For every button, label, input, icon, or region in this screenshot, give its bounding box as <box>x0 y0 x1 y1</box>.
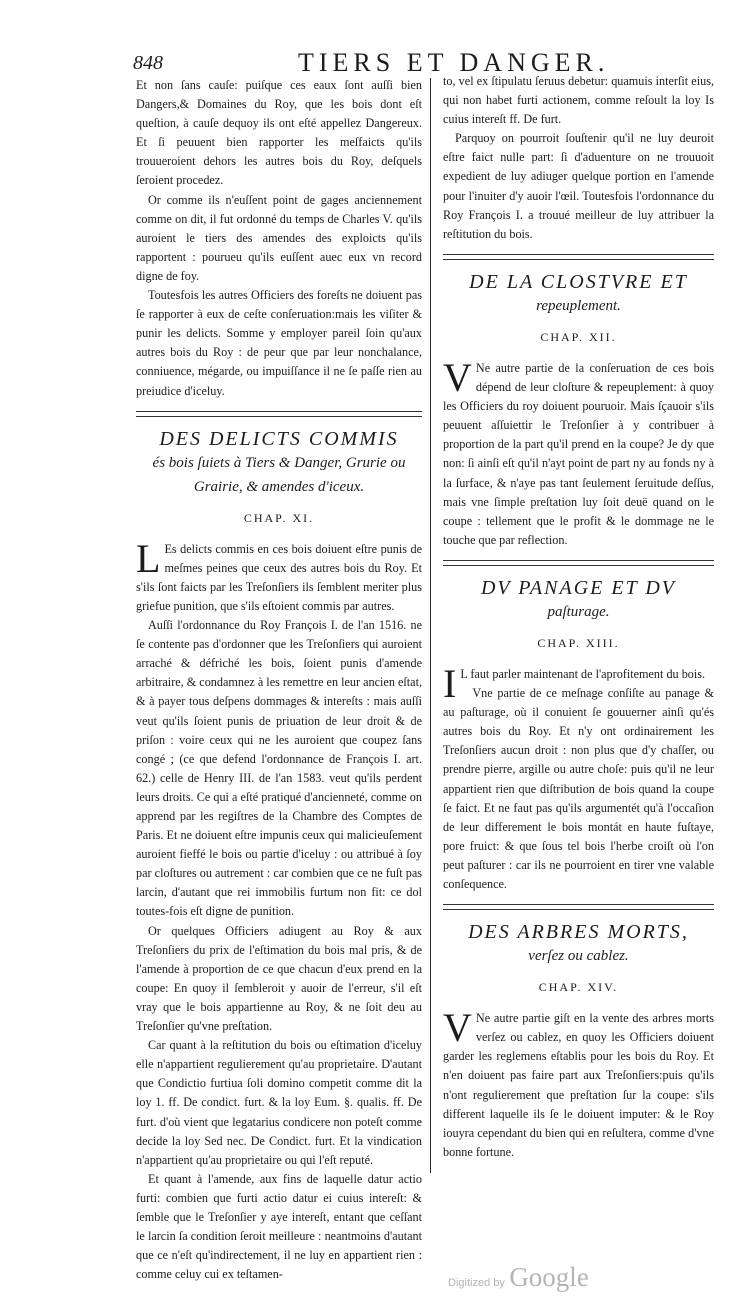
section-title: DE LA CLOSTVRE ET <box>469 270 688 293</box>
section-heading <box>443 270 714 318</box>
section-subtitle: verſez ou cablez. <box>528 948 629 965</box>
paragraph: Auſſi l'ordonnance du Roy François I. de l'an 1516. ne ſe contente pas d'ordonner que les Treſonſiers qui auroient arraché & défriché les bois, ſoient punis d'amende arbitraire, & condamnez à les remettre en leur ancien eſtat, & à payer tous deſpens dommages & intereſts : mais auſſi veut qu'ils ſoient punis de priuation de leur droit & de priſon : voire ceux qui ne les auroient que coupez ſans congé ; (ce que defend l'ordonnance de François I. art. 62.) celle de Henry III. de l'an 1583. veut qu'ils perdent leurs droits. Ce qui a eſté pratiqué d'ancienneté, comme on apprend par les regiſtres de la Chambre des Comptes de Paris. Et ne doiuent eſtre impunis ceux qui malicieuſement auroient fieffé le bois ou partie d'iceluy : ou attribué à ſoy par cloſtures ou autrement : car combien que ce ne fuſt pas larcin, d'autant que rei immobilis furtum non fit: ce dol toutes-fois eſt digne de punition. <box>136 618 422 919</box>
right-column <box>443 72 714 1162</box>
section-heading <box>443 576 714 624</box>
paragraph: Parquoy on pourroit ſouſtenir qu'il ne luy deuroit eſtre faict nulle part: ſi d'aduenture on ne trouuoit expedient de luy adiuger quelque portion en l'amende pour l'inuiter d'y auoir l'œil. Toutesfois l'ordonnance du Roy François I. a trouué meilleur de luy attribuer la reſtitution du bois. <box>443 131 714 241</box>
section-title: DES ARBRES MORTS, <box>468 921 689 944</box>
section-title: DES DELICTS COMMIS <box>159 427 399 450</box>
section-subtitle: és bois ſuiets à Tiers & Danger, Grurie ou Grairie, & amendes d'iceux. <box>152 454 406 495</box>
section-rule <box>136 411 422 417</box>
google-logo: Google <box>509 1262 589 1292</box>
section-rule <box>443 904 714 910</box>
left-column <box>136 76 422 1284</box>
chapter-label: CHAP. XI. <box>243 510 315 525</box>
paragraph: Vne partie de ce meſnage conſiſte au panage & au paſturage, où il conuient ſe gouuerner ainſi qu'és autres bois du Roy. Et n'y ont ordinairement les Treſonſiers aucun droit : non plus que d'y chaſſer, ou prendre pierre, argille ou autre choſe: puis qu'il ne leur appartient rien que diſtribution de bois quand la coupe ſe faict. Et ne faut pas qu'ils argumentét qu'à l'occaſion de leur differement le bois montát en haute fuſtaye, pore fruict: & que ſous tel bois l'herbe croiſt où l'on peut paſturer : car ils ne pourroient en tirer vne valable conſequence. <box>443 686 714 891</box>
drop-cap: I <box>443 660 457 706</box>
paragraph: Ne autre partie giſt en la vente des arbres morts verſez ou cablez, en quoy les Officiers doiuent garder les reglemens eſtablis pour les bois du Roy. Et n'en doiuent pas faire part aux Treſonſiers:puis qu'ils n'ont regulierement que preſtation ſur la coupe: s'ils different laquelle ils ſe le doiuent imputer: & le Roy iouyra cependant du bien qui en reſultera, comme d'vne bonne fortune. <box>443 1011 714 1159</box>
drop-cap: V <box>443 354 472 400</box>
paragraph: Ne autre partie de la conſeruation de ces bois dépend de leur cloſture & repeuplement: à quoy les Officiers du roy doiuent pouruoir. Mais ſçauoir s'ils peuuent aſſuiettir le Treſonſier à y contribuer à proportion de la part qu'il prend en la coupe? Je dy que non: ſi ainſi eſt qu'il n'ayt point de part ny au fonds ny à la ſurface, & n'aye pas tant ſeulement ſeruitude deſſus, mais vne ſimple preſtation luy ſoit deuë quand on le coupe : tellement que le profit & le dommage ne le touche que par reflection. <box>443 360 714 547</box>
section-heading <box>136 427 422 499</box>
page-number: 848 <box>133 52 163 74</box>
section-subtitle: paſturage. <box>547 603 610 620</box>
chapter-label: CHAP. XIV. <box>538 980 619 995</box>
digitized-by-label: Digitized by <box>448 1277 505 1289</box>
section-rule <box>443 254 714 260</box>
paragraph: Et quant à l'amende, aux fins de laquelle datur actio furti: combien que furti actio datur ei cuius intereſt: & ſemble que le Treſonſier y aye intereſt, entant que ceſſant le larcin ſa condition ſeroit meilleure : neantmoins d'autant que ce n'eſt qu'indirectement, il ne luy en appartient rien : comme celuy cui ex teſtamen- <box>136 1171 422 1282</box>
paragraph: Or comme ils n'euſſent point de gages anciennement comme on dit, il fut ordonné du temps de Charles V. qu'ils auroient le tiers des amendes des exploicts qu'ils rapportent : pourueu qu'ils euſſent auec eux vn record digne de foy. <box>136 192 422 283</box>
section-subtitle: repeuplement. <box>536 297 621 314</box>
column-divider <box>430 78 431 1173</box>
section-rule <box>443 560 714 566</box>
paragraph: Et non ſans cauſe: puiſque ces eaux ſont auſſi bien Dangers,& Domaines du Roy, que les bois dont eſt queſtion, à cauſe dequoy ils ont eſté appellez Dangereux. Et ſi peuuent bien rapporter les meſfaicts qu'ils trouueroient dehors les autres bois du Roy, deſquels ſeroient procedez. <box>136 78 422 188</box>
section-heading <box>443 920 714 968</box>
paragraph: Es delicts commis en ces bois doiuent eſtre punis de meſmes peines que ceux des autres bois du Roy. Et s'ils ſont faicts par les Treſonſiers ils ſemblent meriter plus griefue punition, que s'ils eſtoient commis par autres. <box>136 541 422 613</box>
paragraph: L faut parler maintenant de l'aprofitement du bois. <box>460 666 706 681</box>
chapter-label: CHAP. XII. <box>540 329 617 344</box>
paragraph: Toutesfois les autres Officiers des foreſts ne doiuent pas ſe rapporter à eux de ceſte conſeruation:mais les viſiter & punir les delicts. Somme y employer pareil ſoin qu'aux autres bois du Roy : de peur que par leur nonchalance, conniuence, mégarde, ou impuiſſance il ne ſe paſſe rien au preiudice d'iceluy. <box>136 288 422 398</box>
section-title: DV PANAGE ET DV <box>480 576 676 599</box>
running-title: TIERS ET DANGER. <box>298 48 610 77</box>
paragraph: Car quant à la reſtitution du bois ou eſtimation d'iceluy elle n'appartient regulierement qu'au proprietaire. D'autant que Condictio furtiua ſoli domino competit comme dit la loy 1. ff. De condict. furt. & la loy Eum. §. qualis. ff. De furt. d'où vient que legatarius condicere non poteſt comme decide la loy Sed nec. De Condict. furt. Et la vindication n'appartient qu'au proprietaire ou qui l'eſt reputé. <box>136 1038 422 1167</box>
drop-cap: V <box>443 1005 472 1051</box>
digitized-by-watermark <box>448 1262 589 1293</box>
paragraph: Or quelques Officiers adiugent au Roy & aux Treſonſiers du prix de l'eſtimation du bois mal pris, & de l'amende à proportion de ce que chacun d'eux prend en la coupe: En quoy il ſembleroit y auoir de l'erreur, s'il eſt vray que le bois appartienne au Roy, & ne ſoit deu au Treſonſier qu'vne preſtation. <box>136 923 422 1034</box>
chapter-label: CHAP. XIII. <box>537 635 620 650</box>
drop-cap: L <box>136 535 161 581</box>
paragraph: to, vel ex ſtipulatu ſeruus debetur: quamuis interſit eius, qui non habet furti actionem, comme reſoult la loy Is cuius intereſt ff. De furt. <box>443 74 714 127</box>
